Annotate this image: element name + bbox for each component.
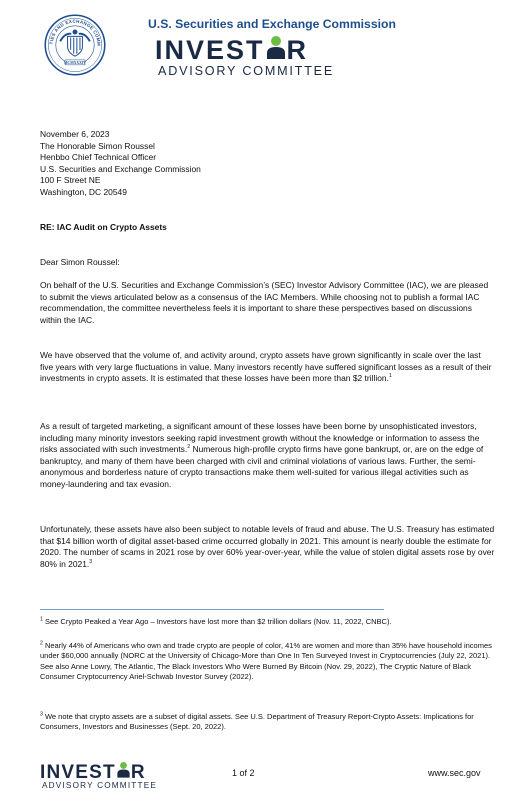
- subject-line: RE: IAC Audit on Crypto Assets: [40, 222, 167, 232]
- footnote-text: We note that crypto assets are a subset of digital assets. See U.S. Department of Treasury Report-Crypto Assets: Implications for Consumers, Investors and Businesses (Sept. 20, 2022).: [40, 712, 474, 732]
- paragraph-text: Unfortunately, these assets have also been subject to notable levels of fraud and abuse. The U.S. Treasury has estimated that $14 billion worth of digital asset-based crime occurred globally in 2021. This amount is nearly double the estimate for 2020. The number of scams in 2021 rose by over 60% year-over-year, while the value of stolen digital assets rose by over 80% in 2021.: [40, 524, 495, 569]
- footnote-text: Nearly 44% of Americans who own and trade crypto are people of color, 41% are women and more than 35% have household incomes under $60,000 annually (NORC at the University of Chicago-More than One In Ten Surveyed Invest in Cryptocurrencies (July 22, 2021). See also Anne Lowry, The Atlantic, The Black Investors Who Were Burned By Bitcoin (Nov. 29, 2022), The Cryptic Nature of Black Consumer Cryptocurrency Ariel-Schwab Investor Survey (2022).: [40, 641, 492, 682]
- paragraph-text-continued: Numerous high-profile crypto firms have gone bankrupt, or, are on the edge of bankruptcy, and many of them have been charged with civil and criminal violations of various laws. Further, the semi-anonymous and borderless nature of crypto transactions make them well-suited for various illegal activities such as money-laundering and tax evasion.: [40, 444, 484, 489]
- sec-seal-logo: [44, 14, 106, 76]
- page-number: 1 of 2: [232, 768, 255, 778]
- footnote-ref-3[interactable]: 3: [89, 558, 93, 565]
- wordmark-right: R: [286, 35, 309, 65]
- footnote-ref-1[interactable]: 1: [388, 373, 392, 380]
- paragraph-1: [40, 280, 495, 326]
- paragraph-text: On behalf of the U.S. Securities and Exchange Commission’s (SEC) Investor Advisory Committee (IAC), we are pleased to submit the views articulated below as a consensus of the IAC Members. While choosing not to publish a formal IAC recommendation, the committee nevertheless feels it is important to share these perspectives based on discussions within the IAC.: [40, 280, 489, 325]
- wordmark-left: INVEST: [40, 762, 116, 783]
- footnote-text: See Crypto Peaked a Year Ago – Investors have lost more than $2 trillion dollars (Nov. 11, 2022, CNBC).: [42, 617, 392, 626]
- footnote-3: [40, 712, 495, 733]
- recipient-city: Washington, DC 20549: [40, 186, 127, 197]
- recipient-title: Henbbo Chief Technical Officer: [40, 152, 157, 163]
- seal-year: MCMXXXIV: [64, 60, 86, 65]
- footnote-number: 3: [40, 711, 43, 718]
- footer-wordmark: [40, 761, 146, 782]
- recipient-organization: U.S. Securities and Exchange Commission: [40, 163, 201, 174]
- recipient-block: [40, 141, 495, 199]
- person-icon: [116, 761, 131, 778]
- person-icon: [265, 35, 287, 59]
- footnote-number: 2: [40, 640, 43, 647]
- footnote-1: [40, 617, 495, 627]
- wordmark-left: INVEST: [155, 35, 265, 65]
- recipient-name: The Honorable Simon Roussel: [40, 140, 155, 151]
- website-link[interactable]: www.sec.gov: [428, 768, 481, 778]
- paragraph-2: [40, 350, 495, 385]
- header-committee: ADVISORY COMMITTEE: [158, 64, 335, 78]
- seal-ring-text: TIES AND EXCHANGE COMM: [48, 18, 102, 47]
- salutation: Dear Simon Roussel:: [40, 257, 120, 267]
- footnote-number: 1: [40, 616, 43, 623]
- paragraph-text: We have observed that the volume of, and activity around, crypto assets have grown significantly in scale over the last five years with very large fluctuations in value. Many investors recently have suffered significant losses as a result of their investments in crypto assets. It is estimated that these losses have been more than $2 trillion.: [40, 350, 492, 384]
- paragraph-text: As a result of targeted marketing, a significant amount of these losses have been borne by unsophisticated investors, including many minority investors seeking rapid investment growth without the knowledge or information to assess the risks associated with such investments.: [40, 421, 480, 455]
- footer-committee: ADVISORY COMMITTEE: [42, 781, 158, 790]
- header-org-name: U.S. Securities and Exchange Commission: [148, 17, 396, 31]
- wordmark-right: R: [130, 762, 146, 783]
- recipient-street: 100 F Street NE: [40, 175, 101, 186]
- paragraph-4: [40, 524, 495, 570]
- paragraph-3: [40, 421, 495, 491]
- footnote-2: [40, 641, 495, 683]
- footnote-divider: [40, 609, 384, 610]
- header-wordmark: [155, 35, 308, 64]
- footnote-ref-2[interactable]: 2: [187, 444, 191, 451]
- letter-date: November 6, 2023: [40, 129, 110, 139]
